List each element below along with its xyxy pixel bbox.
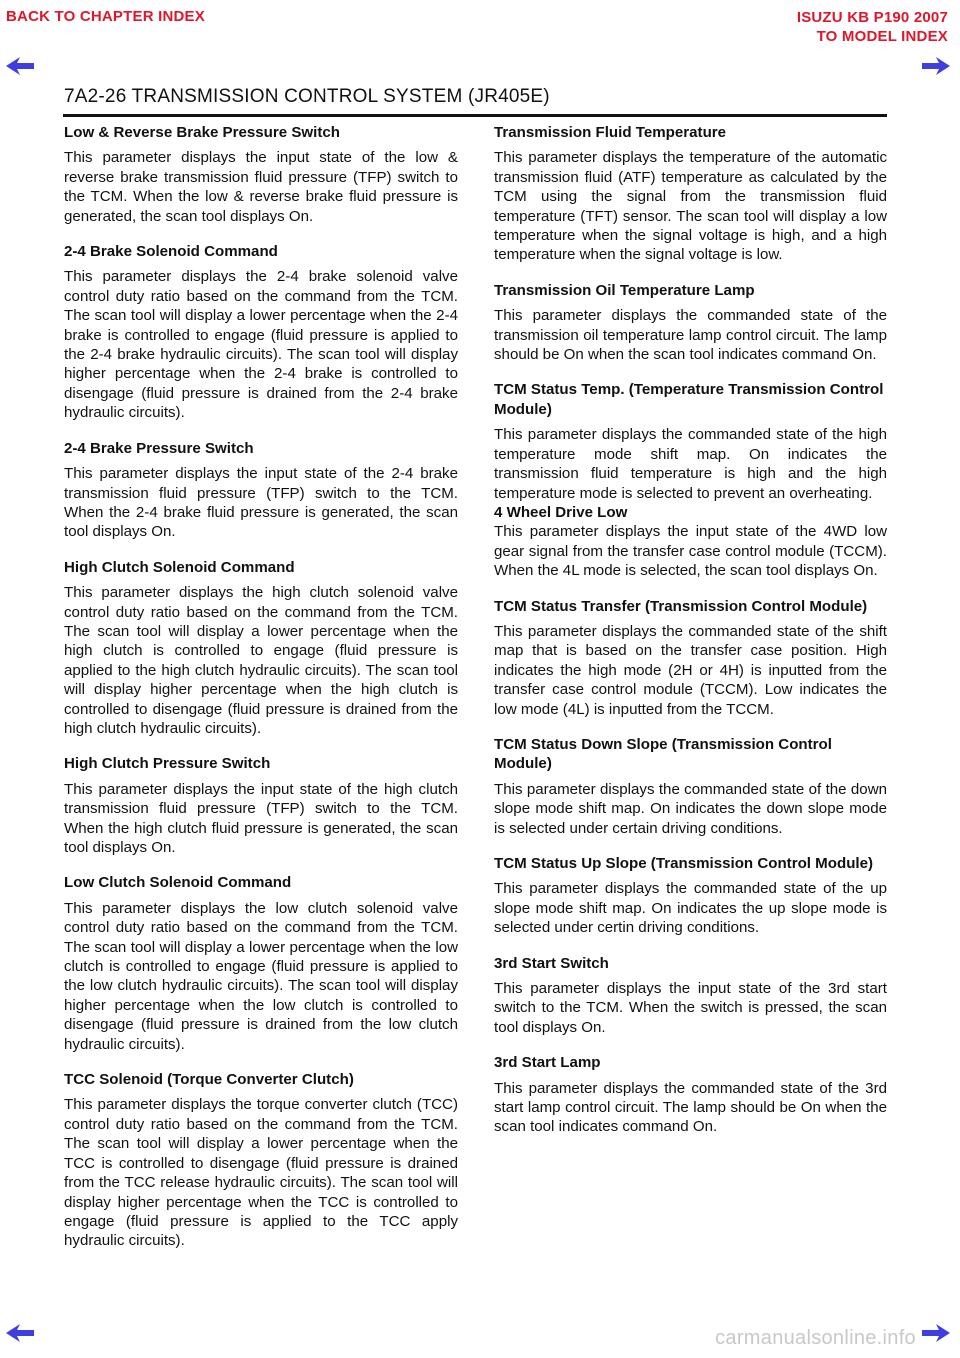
left-arrow-icon[interactable] <box>6 1323 36 1343</box>
section-transmission-oil-temperature-lamp <box>494 281 887 365</box>
section-tcm-status-down-slope <box>494 735 887 838</box>
section-body: This parameter displays the commanded state of the 3rd start lamp control circuit. The lamp should be On when the scan tool indicates command On. <box>494 1079 887 1136</box>
section-body: This parameter displays the low clutch solenoid valve control duty ratio based on the command from the TCM. The scan tool will display a lower percentage when the low clutch is controlled to engage (fluid pressure is applied to the low clutch hydraulic circuits). The scan tool will display higher percentage when the low clutch is controlled to disengage (fluid pressure is drained from the low clutch hydraulic circuits). <box>64 899 458 1053</box>
section-title: Transmission Oil Temperature Lamp <box>494 281 755 299</box>
section-body: This parameter displays the high clutch solenoid valve control duty ratio based on the command from the TCM. The scan tool will display a lower percentage when the high clutch is controlled to engage (fluid pressure is applied to the high clutch hydraulic circuits). The scan tool will display higher percentage when the high clutch is controlled to disengage (fluid pressure is drained from the high clutch hydraulic circuits). <box>64 584 458 737</box>
section-body: This parameter displays the temperature of the automatic transmission fluid (ATF) temperature as calculated by the TCM using the signal from the transmission fluid temperature (TFT) sensor. The scan tool will display a low temperature when the signal voltage is high, and a high temperature when the signal voltage is low. <box>494 149 887 264</box>
section-2-4-brake-pressure-switch <box>64 439 458 542</box>
right-arrow-icon[interactable] <box>920 1323 950 1343</box>
section-body: This parameter displays the commanded state of the down slope mode shift map. On indicates the down slope mode is selected under certain driving conditions. <box>494 780 887 837</box>
section-body: This parameter displays the 2-4 brake solenoid valve control duty ratio based on the command from the TCM. The scan tool will display a lower percentage when the 2-4 brake is controlled to engage (fluid pressure is applied to the 2-4 brake hydraulic circuits). The scan tool will display higher percentage when the 2-4 brake is controlled to disengage (fluid pressure is drained from the 2-4 brake hydraulic circuits). <box>64 268 458 422</box>
section-tcm-status-temp <box>494 380 887 502</box>
section-tcc-solenoid <box>64 1070 458 1251</box>
section-title: 3rd Start Switch <box>494 954 609 972</box>
to-model-index-link[interactable] <box>797 8 948 46</box>
section-transmission-fluid-temperature <box>494 123 887 265</box>
section-body: This parameter displays the input state of the 2-4 brake transmission fluid pressure (TFP) switch to the TCM. When the 2-4 brake fluid pressure is generated, the scan tool displays On. <box>64 465 458 541</box>
section-body: This parameter displays the commanded state of the up slope mode shift map. On indicates the up slope mode is selected under certin driving conditions. <box>494 880 887 937</box>
right-arrow-icon[interactable] <box>920 56 950 76</box>
model-index-label[interactable]: TO MODEL INDEX <box>816 28 948 45</box>
section-tcm-status-up-slope <box>494 854 887 938</box>
section-title: 4 Wheel Drive Low <box>494 503 628 521</box>
header-rule <box>63 114 887 117</box>
section-title: TCM Status Temp. (Temperature Transmission Control Module) <box>494 381 884 418</box>
section-body: This parameter displays the torque converter clutch (TCC) control duty ratio based on the command from the TCM. The scan tool will display a lower percentage when the TCC is controlled to disengage (fluid pressure is drained from the TCC release hydraulic circuits). The scan tool will display higher percentage when the TCC is controlled to engage (fluid pressure is applied to the TCC apply hydraulic circuits). <box>64 1096 458 1250</box>
model-name-label[interactable]: ISUZU KB P190 2007 <box>796 9 948 26</box>
section-3rd-start-switch <box>494 954 887 1038</box>
section-4-wheel-drive-low <box>494 503 887 581</box>
section-3rd-start-lamp <box>494 1053 887 1137</box>
section-body: This parameter displays the commanded state of the shift map that is based on the transfer case position. High indicates the high mode (2H or 4H) is inputted from the transfer case control module (TCCM). Low indicates the low mode (4L) is inputted from the TCCM. <box>494 622 887 718</box>
section-body: This parameter displays the input state of the 4WD low gear signal from the transfer case control module (TCCM). When the 4L mode is selected, the scan tool displays On. <box>494 523 887 580</box>
section-tcm-status-transfer <box>494 597 887 719</box>
section-title: High Clutch Pressure Switch <box>64 755 271 773</box>
watermark: carmanualsonline.info <box>715 1327 916 1349</box>
right-column <box>494 123 887 1153</box>
section-title: TCM Status Up Slope (Transmission Control Module) <box>494 855 874 872</box>
section-body: This parameter displays the input state of the high clutch transmission fluid pressure (TFP) switch to the TCM. When the high clutch fluid pressure is generated, the scan tool displays On. <box>64 780 458 856</box>
section-body: This parameter displays the input state of the low & reverse brake transmission fluid pressure (TFP) switch to the TCM. When the low & reverse brake fluid pressure is generated, the scan tool displays On. <box>64 149 458 225</box>
section-title: High Clutch Solenoid Command <box>64 558 295 576</box>
left-arrow-icon[interactable] <box>6 56 36 76</box>
section-low-reverse-brake-pressure-switch <box>64 123 458 226</box>
section-high-clutch-pressure-switch <box>64 754 458 857</box>
section-title: TCM Status Transfer (Transmission Control Module) <box>494 597 868 615</box>
left-column <box>64 123 458 1267</box>
section-title: 2-4 Brake Solenoid Command <box>64 243 278 261</box>
back-to-chapter-index-link[interactable]: BACK TO CHAPTER INDEX <box>6 8 205 25</box>
section-title: Low Clutch Solenoid Command <box>64 874 292 892</box>
section-title: 2-4 Brake Pressure Switch <box>64 439 254 457</box>
section-low-clutch-solenoid-command <box>64 873 458 1054</box>
section-title: 3rd Start Lamp <box>494 1054 601 1072</box>
section-2-4-brake-solenoid-command <box>64 242 458 423</box>
section-body: This parameter displays the commanded state of the transmission oil temperature lamp control circuit. The lamp should be On when the scan tool indicates command On. <box>494 307 887 364</box>
section-body: This parameter displays the commanded state of the high temperature mode shift map. On indicates the transmission fluid temperature is high and the high temperature mode is selected to prevent an overheating. <box>494 426 887 502</box>
section-body: This parameter displays the input state of the 3rd start switch to the TCM. When the switch is pressed, the scan tool displays On. <box>494 980 887 1036</box>
section-title: Transmission Fluid Temperature <box>494 124 727 141</box>
page-header-title: 7A2-26 TRANSMISSION CONTROL SYSTEM (JR405E) <box>64 86 550 107</box>
section-title: Low & Reverse Brake Pressure Switch <box>64 124 341 141</box>
section-title: TCM Status Down Slope (Transmission Control Module) <box>494 735 832 773</box>
section-high-clutch-solenoid-command <box>64 558 458 739</box>
section-title: TCC Solenoid (Torque Converter Clutch) <box>64 1071 354 1089</box>
